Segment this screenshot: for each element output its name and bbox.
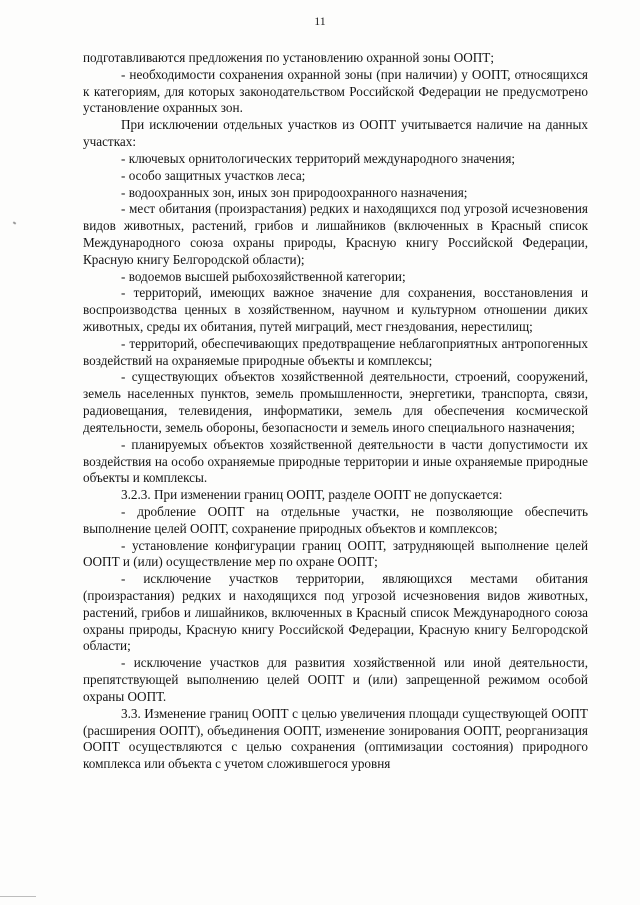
- paragraph: - исключение участков для развития хозяйственной или иной деятельности, препятствующей выполнению целей ООПТ и (или) запрещенной режимом особой охраны ООПТ.: [83, 655, 588, 704]
- paragraph: - водоемов высшей рыбохозяйственной категории;: [121, 268, 406, 284]
- paragraph: 3.2.3. При изменении границ ООПТ, разделе ООПТ не допускается:: [121, 487, 503, 503]
- paragraph: - необходимости сохранения охранной зоны (при наличии) у ООПТ, относящихся к категориям, для которых законодательством Российской Федерации не предусмотрено установление охранных зон.: [83, 66, 588, 116]
- paragraph: - дробление ООПТ на отдельные участки, не позволяющие обеспечить выполнение целей ООПТ, сохранение природных объектов и комплексов;: [83, 503, 588, 536]
- scan-artifact: [13, 221, 17, 224]
- document-body: [83, 50, 588, 773]
- paragraph: 3.3. Изменение границ ООПТ с целью увеличения площади существующей ООПТ (расширения ООПТ), объединения ООПТ, изменение зонирования ООПТ, реорганизация ООПТ осуществляются с целью сохранения (оптимизации состояния) природного комплекса или объекта с учетом сложившегося уровня: [83, 705, 588, 772]
- paragraph: - установление конфигурации границ ООПТ, затрудняющей выполнение целей ООПТ и (или) осуществление мер по охране ООПТ;: [83, 537, 588, 570]
- paragraph: - планируемых объектов хозяйственной деятельности в части допустимости их воздействия на особо охраняемые природные территории и иные охраняемые природные объекты и комплексы.: [83, 436, 588, 486]
- scan-artifact: [0, 896, 36, 897]
- paragraph: - особо защитных участков леса;: [121, 167, 306, 183]
- paragraph: - ключевых орнитологических территорий международного значения;: [121, 150, 516, 166]
- page-number: 11: [314, 14, 326, 28]
- paragraph: - существующих объектов хозяйственной деятельности, строений, сооружений, земель населенных пунктов, земель промышленности, энергетики, транспорта, связи, радиовещания, телевидения, информатики, земель для обеспечения космической деятельности, земель обороны, безопасности и земель иного специального назначения;: [83, 369, 588, 435]
- paragraph: - водоохранных зон, иных зон природоохранного назначения;: [121, 184, 468, 200]
- paragraph: - исключение участков территории, являющихся местами обитания (произрастания) редких и находящихся под угрозой исчезновения видов животных, растений, грибов и лишайников, включенных в Красный список Международного союза охраны природы, Красную книгу Российской Федерации, Красную книгу Белгородской области;: [83, 571, 588, 654]
- paragraph: подготавливаются предложения по установлению охранной зоны ООПТ;: [83, 50, 494, 65]
- paragraph: - территорий, имеющих важное значение для сохранения, восстановления и воспроизводства ценных в хозяйственном, научном и культурном отношении диких животных, среды их обитания, путей миграций, мест гнездования, нерестилищ;: [83, 285, 588, 334]
- paragraph: - мест обитания (произрастания) редких и находящихся под угрозой исчезновения видов животных, растений, грибов и лишайников (включенных в Красный список Международного союза охраны природы, Красную книгу Российской Федерации, Красную книгу Белгородской области);: [83, 201, 588, 267]
- paragraph: При исключении отдельных участков из ООПТ учитывается наличие на данных участках:: [83, 117, 588, 150]
- paragraph: - территорий, обеспечивающих предотвращение неблагоприятных антропогенных воздействий на охраняемые природные объекты и комплексы;: [83, 335, 588, 368]
